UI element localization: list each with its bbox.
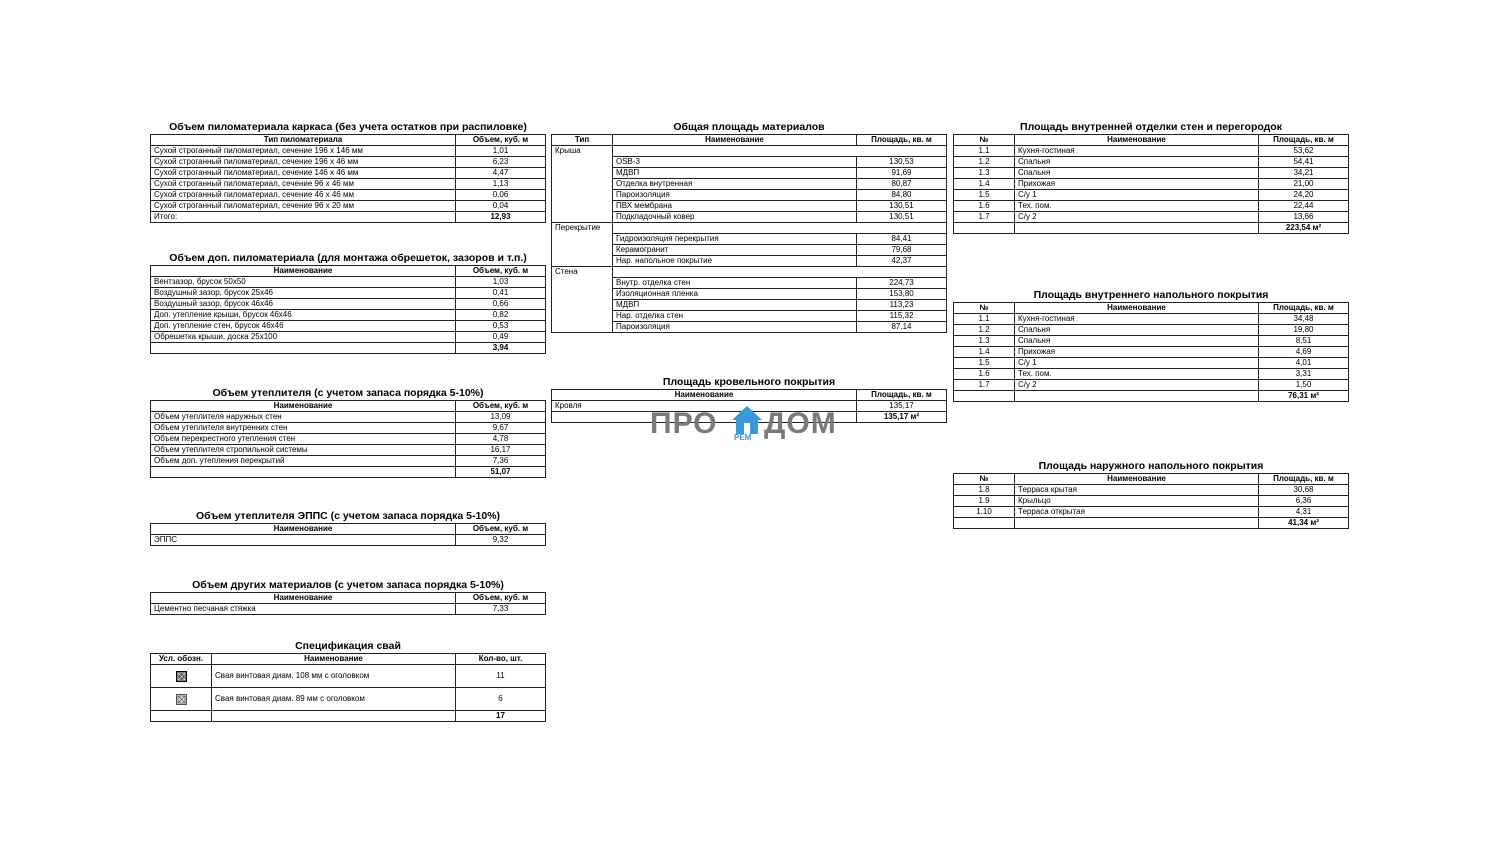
col-header: Объем, куб. м bbox=[456, 524, 546, 535]
empty-cell bbox=[552, 190, 613, 201]
room-number: 1.5 bbox=[954, 190, 1015, 201]
room-number: 1.8 bbox=[954, 485, 1015, 496]
pile-qty: 11 bbox=[456, 665, 546, 688]
table-row bbox=[151, 310, 546, 321]
frame-lumber-title: Объем пиломатериала каркаса (без учета остатков при распиловке) bbox=[169, 121, 527, 133]
item-value: 1,01 bbox=[456, 146, 546, 157]
item-value: 9,32 bbox=[456, 535, 546, 546]
empty-cell bbox=[1015, 391, 1259, 402]
table-row bbox=[954, 212, 1349, 223]
room-name: Тех. пом. bbox=[1015, 369, 1259, 380]
item-value: 0,82 bbox=[456, 310, 546, 321]
material-area: 80,87 bbox=[857, 179, 947, 190]
materials-table bbox=[551, 134, 947, 333]
room-area: 4,01 bbox=[1259, 358, 1349, 369]
room-name: Тех. пом. bbox=[1015, 201, 1259, 212]
col-header: Наименование bbox=[1015, 474, 1259, 485]
table-row bbox=[552, 256, 947, 267]
table-row bbox=[151, 190, 546, 201]
table-row bbox=[151, 423, 546, 434]
table-row bbox=[151, 665, 546, 688]
room-name: С/у 2 bbox=[1015, 380, 1259, 391]
table-row bbox=[954, 179, 1349, 190]
room-number: 1.1 bbox=[954, 314, 1015, 325]
table-row bbox=[954, 336, 1349, 347]
empty-cell bbox=[552, 322, 613, 333]
room-name: Спальня bbox=[1015, 336, 1259, 347]
item-value: 0,06 bbox=[456, 190, 546, 201]
empty-cell bbox=[151, 343, 456, 354]
item-value: 9,67 bbox=[456, 423, 546, 434]
item-name: Объем утеплителя внутренних стен bbox=[151, 423, 456, 434]
total-label: Итого: bbox=[151, 212, 456, 223]
room-number: 1.2 bbox=[954, 157, 1015, 168]
empty-cell bbox=[552, 212, 613, 223]
room-number: 1.4 bbox=[954, 347, 1015, 358]
item-name: ЭППС bbox=[151, 535, 456, 546]
total-value: 51,07 bbox=[456, 467, 546, 478]
item-value: 7,36 bbox=[456, 456, 546, 467]
material-name: Изоляционная пленка bbox=[613, 289, 857, 300]
material-area: 130,51 bbox=[857, 212, 947, 223]
col-header: Кол-во, шт. bbox=[456, 654, 546, 665]
col-header: Наименование bbox=[151, 266, 456, 277]
material-name: Гидроизоляция перекрытия bbox=[613, 234, 857, 245]
room-name: Кухня-гостиная bbox=[1015, 146, 1259, 157]
table-row bbox=[954, 314, 1349, 325]
material-name: Подкладочный ковер bbox=[613, 212, 857, 223]
other-materials-section bbox=[150, 579, 546, 615]
piles-section bbox=[150, 640, 546, 722]
piles-table bbox=[150, 653, 546, 722]
col-header: Наименование bbox=[212, 654, 456, 665]
material-name: Нар. отделка стен bbox=[613, 311, 857, 322]
table-row bbox=[151, 332, 546, 343]
item-name: Доп. утепление крыши, брусок 46х46 bbox=[151, 310, 456, 321]
col-header: Площадь, кв. м bbox=[1259, 303, 1349, 314]
room-area: 19,80 bbox=[1259, 325, 1349, 336]
table-row bbox=[151, 321, 546, 332]
logo-word-dom: ДОМ bbox=[764, 407, 837, 440]
room-area: 34,48 bbox=[1259, 314, 1349, 325]
material-area: 42,37 bbox=[857, 256, 947, 267]
item-name: Сухой строганный пиломатериал, сечение 196 х 46 мм bbox=[151, 157, 456, 168]
table-row bbox=[954, 380, 1349, 391]
room-area: 30,68 bbox=[1259, 485, 1349, 496]
floor-inner-section bbox=[953, 289, 1349, 402]
table-row bbox=[954, 201, 1349, 212]
material-area: 224,73 bbox=[857, 278, 947, 289]
room-name: Прихожая bbox=[1015, 347, 1259, 358]
table-row bbox=[954, 485, 1349, 496]
item-value: 1,03 bbox=[456, 277, 546, 288]
col-header: Объем, куб. м bbox=[456, 266, 546, 277]
col-header: Усл. обозн. bbox=[151, 654, 212, 665]
wall-finish-table bbox=[953, 134, 1349, 234]
room-number: 1.6 bbox=[954, 201, 1015, 212]
total-value: 12,93 bbox=[456, 212, 546, 223]
col-header: Наименование bbox=[151, 524, 456, 535]
room-name: Прихожая bbox=[1015, 179, 1259, 190]
epps-title: Объем утеплителя ЭППС (с учетом запаса порядка 5-10%) bbox=[195, 510, 501, 522]
other-materials-table bbox=[150, 592, 546, 615]
col-header: Объем, куб. м bbox=[456, 135, 546, 146]
table-row bbox=[151, 146, 546, 157]
room-name: С/у 2 bbox=[1015, 212, 1259, 223]
room-number: 1.4 bbox=[954, 179, 1015, 190]
empty-cell bbox=[552, 201, 613, 212]
empty-cell bbox=[212, 711, 456, 722]
floor-outer-section bbox=[953, 460, 1349, 529]
pile-name: Свая винтовая диам. 89 мм с оголовком bbox=[212, 688, 456, 711]
floor-outer-table bbox=[953, 473, 1349, 529]
room-area: 8,51 bbox=[1259, 336, 1349, 347]
table-row bbox=[552, 179, 947, 190]
total-value: 223,54 м² bbox=[1259, 223, 1349, 234]
material-name: Пароизоляция bbox=[613, 190, 857, 201]
empty-cell bbox=[857, 223, 947, 234]
item-name: Сухой строганный пиломатериал, сечение 146 х 46 мм bbox=[151, 168, 456, 179]
table-row bbox=[954, 358, 1349, 369]
pile-108-icon bbox=[176, 671, 187, 682]
table-row bbox=[954, 347, 1349, 358]
table-row bbox=[954, 496, 1349, 507]
col-header: Наименование bbox=[1015, 303, 1259, 314]
table-row bbox=[954, 146, 1349, 157]
empty-cell bbox=[552, 311, 613, 322]
room-number: 1.7 bbox=[954, 212, 1015, 223]
material-area: 153,80 bbox=[857, 289, 947, 300]
room-name: Крыльцо bbox=[1015, 496, 1259, 507]
material-area: 84,41 bbox=[857, 234, 947, 245]
material-name: OSB-3 bbox=[613, 157, 857, 168]
item-name: Вентзазор, брусок 50х50 bbox=[151, 277, 456, 288]
col-header: Наименование bbox=[552, 390, 857, 401]
epps-table bbox=[150, 523, 546, 546]
empty-cell bbox=[552, 157, 613, 168]
room-area: 24,20 bbox=[1259, 190, 1349, 201]
room-area: 4,69 bbox=[1259, 347, 1349, 358]
floor-inner-table bbox=[953, 302, 1349, 402]
item-name: Кровля bbox=[552, 401, 857, 412]
item-value: 135,17 bbox=[857, 401, 947, 412]
room-number: 1.3 bbox=[954, 336, 1015, 347]
empty-cell bbox=[954, 391, 1015, 402]
empty-cell bbox=[1015, 518, 1259, 529]
table-row bbox=[151, 201, 546, 212]
empty-cell bbox=[954, 223, 1015, 234]
item-name: Объем утеплителя наружных стен bbox=[151, 412, 456, 423]
material-area: 130,53 bbox=[857, 157, 947, 168]
empty-cell bbox=[151, 711, 212, 722]
pile-89-icon bbox=[176, 694, 187, 705]
col-header: Площадь, кв. м bbox=[1259, 474, 1349, 485]
room-area: 34,21 bbox=[1259, 168, 1349, 179]
table-row bbox=[552, 311, 947, 322]
empty-cell bbox=[1015, 223, 1259, 234]
room-name: Терраса открытая bbox=[1015, 507, 1259, 518]
col-header: Тип bbox=[552, 135, 613, 146]
empty-cell bbox=[613, 223, 857, 234]
col-header: Тип пиломатериала bbox=[151, 135, 456, 146]
item-value: 0,66 bbox=[456, 299, 546, 310]
room-area: 1,50 bbox=[1259, 380, 1349, 391]
room-name: Спальня bbox=[1015, 168, 1259, 179]
empty-cell bbox=[552, 179, 613, 190]
materials-section bbox=[551, 121, 947, 333]
table-row bbox=[151, 412, 546, 423]
total-row bbox=[151, 711, 546, 722]
empty-cell bbox=[552, 245, 613, 256]
empty-cell bbox=[151, 467, 456, 478]
insulation-table bbox=[150, 400, 546, 478]
table-row bbox=[151, 288, 546, 299]
col-header: Наименование bbox=[151, 401, 456, 412]
item-name: Объем перекрестного утепления стен bbox=[151, 434, 456, 445]
wall-finish-title: Площадь внутренней отделки стен и перегородок bbox=[1020, 121, 1282, 133]
material-name: Нар. напольное покрытие bbox=[613, 256, 857, 267]
col-header: Наименование bbox=[151, 593, 456, 604]
empty-cell bbox=[857, 267, 947, 278]
item-value: 4,78 bbox=[456, 434, 546, 445]
table-row bbox=[552, 201, 947, 212]
pile-name: Свая винтовая диам. 108 мм с оголовком bbox=[212, 665, 456, 688]
total-row bbox=[151, 343, 546, 354]
floor-outer-title: Площадь наружного напольного покрытия bbox=[1038, 460, 1264, 472]
floor-inner-title: Площадь внутреннего напольного покрытия bbox=[1033, 289, 1269, 301]
item-value: 0,04 bbox=[456, 201, 546, 212]
room-area: 53,62 bbox=[1259, 146, 1349, 157]
extra-lumber-table bbox=[150, 265, 546, 354]
room-number: 1.9 bbox=[954, 496, 1015, 507]
room-number: 1.3 bbox=[954, 168, 1015, 179]
material-name: Пароизоляция bbox=[613, 322, 857, 333]
table-row bbox=[151, 277, 546, 288]
empty-cell bbox=[552, 168, 613, 179]
table-row bbox=[151, 434, 546, 445]
table-row bbox=[552, 190, 947, 201]
table-row bbox=[954, 325, 1349, 336]
col-header: Площадь, кв. м bbox=[857, 135, 947, 146]
material-area: 79,68 bbox=[857, 245, 947, 256]
extra-lumber-title: Объем доп. пиломатериала (для монтажа обрешеток, зазоров и т.п.) bbox=[169, 252, 527, 264]
table-row bbox=[954, 190, 1349, 201]
other-materials-title: Объем других материалов (с учетом запаса порядка 5-10%) bbox=[192, 579, 504, 591]
piles-total: 17 bbox=[456, 711, 546, 722]
materials-title: Общая площадь материалов bbox=[673, 121, 825, 133]
total-row bbox=[151, 467, 546, 478]
material-name: Отделка внутренная bbox=[613, 179, 857, 190]
room-name: С/у 1 bbox=[1015, 358, 1259, 369]
item-value: 13,09 bbox=[456, 412, 546, 423]
material-area: 130,51 bbox=[857, 201, 947, 212]
total-row bbox=[954, 518, 1349, 529]
room-area: 54,41 bbox=[1259, 157, 1349, 168]
table-row bbox=[552, 289, 947, 300]
table-row bbox=[552, 245, 947, 256]
col-header: Площадь, кв. м bbox=[1259, 135, 1349, 146]
material-area: 113,23 bbox=[857, 300, 947, 311]
table-row bbox=[552, 212, 947, 223]
col-header: № bbox=[954, 303, 1015, 314]
table-row bbox=[151, 299, 546, 310]
frame-lumber-table bbox=[150, 134, 546, 223]
item-value: 4,47 bbox=[456, 168, 546, 179]
table-row bbox=[954, 168, 1349, 179]
item-name: Сухой строганный пиломатериал, сечение 96 х 46 мм bbox=[151, 179, 456, 190]
item-value: 0,53 bbox=[456, 321, 546, 332]
col-header: Объем, куб. м bbox=[456, 593, 546, 604]
roofing-title: Площадь кровельного покрытия bbox=[662, 376, 836, 388]
room-number: 1.10 bbox=[954, 507, 1015, 518]
table-row bbox=[151, 157, 546, 168]
pile-symbol-cell bbox=[151, 688, 212, 711]
col-header: Объем, куб. м bbox=[456, 401, 546, 412]
empty-cell bbox=[552, 234, 613, 245]
material-area: 87,14 bbox=[857, 322, 947, 333]
item-value: 0,41 bbox=[456, 288, 546, 299]
room-area: 22,44 bbox=[1259, 201, 1349, 212]
group-row bbox=[552, 223, 947, 234]
material-area: 91,69 bbox=[857, 168, 947, 179]
item-name: Цементно песчаная стяжка bbox=[151, 604, 456, 615]
col-header: № bbox=[954, 135, 1015, 146]
item-name: Объем утеплителя стропильной системы bbox=[151, 445, 456, 456]
table-row bbox=[151, 456, 546, 467]
room-number: 1.6 bbox=[954, 369, 1015, 380]
col-header: Площадь, кв. м bbox=[857, 390, 947, 401]
room-area: 13,66 bbox=[1259, 212, 1349, 223]
room-area: 4,31 bbox=[1259, 507, 1349, 518]
item-value: 1,13 bbox=[456, 179, 546, 190]
total-row bbox=[954, 223, 1349, 234]
item-value: 7,33 bbox=[456, 604, 546, 615]
empty-cell bbox=[552, 278, 613, 289]
room-number: 1.1 bbox=[954, 146, 1015, 157]
table-row bbox=[151, 445, 546, 456]
empty-cell bbox=[954, 518, 1015, 529]
table-row bbox=[151, 168, 546, 179]
item-value: 16,17 bbox=[456, 445, 546, 456]
item-name: Сухой строганный пиломатериал, сечение 46 х 46 мм bbox=[151, 190, 456, 201]
table-row bbox=[552, 300, 947, 311]
material-area: 115,32 bbox=[857, 311, 947, 322]
room-number: 1.7 bbox=[954, 380, 1015, 391]
item-name: Сухой строганный пиломатериал, сечение 96 х 20 мм bbox=[151, 201, 456, 212]
group-type: Перекрытие bbox=[552, 223, 613, 234]
table-row bbox=[151, 688, 546, 711]
table-row bbox=[552, 168, 947, 179]
material-name: Внутр. отделка стен bbox=[613, 278, 857, 289]
room-name: Терраса крытая bbox=[1015, 485, 1259, 496]
table-row bbox=[954, 507, 1349, 518]
total-row bbox=[151, 212, 546, 223]
item-name: Обрешетка крыши, доска 25х100 bbox=[151, 332, 456, 343]
col-header: № bbox=[954, 474, 1015, 485]
empty-cell bbox=[552, 256, 613, 267]
total-value: 3,94 bbox=[456, 343, 546, 354]
room-name: С/у 1 bbox=[1015, 190, 1259, 201]
material-name: Керамогранит bbox=[613, 245, 857, 256]
material-name: МДВП bbox=[613, 168, 857, 179]
room-area: 6,36 bbox=[1259, 496, 1349, 507]
room-number: 1.2 bbox=[954, 325, 1015, 336]
logo-sub: РЕМ bbox=[734, 433, 752, 442]
empty-cell bbox=[613, 267, 857, 278]
table-row bbox=[151, 179, 546, 190]
empty-cell bbox=[552, 300, 613, 311]
table-row bbox=[151, 604, 546, 615]
total-value: 135,17 м² bbox=[857, 412, 947, 423]
group-row bbox=[552, 146, 947, 157]
table-row bbox=[552, 322, 947, 333]
item-value: 0,49 bbox=[456, 332, 546, 343]
group-type: Стена bbox=[552, 267, 613, 278]
room-name: Спальня bbox=[1015, 325, 1259, 336]
table-row bbox=[552, 234, 947, 245]
item-name: Воздушный зазор, брусок 46х46 bbox=[151, 299, 456, 310]
item-value: 6,23 bbox=[456, 157, 546, 168]
room-area: 3,31 bbox=[1259, 369, 1349, 380]
total-value: 76,31 м² bbox=[1259, 391, 1349, 402]
extra-lumber-section bbox=[150, 252, 546, 354]
item-name: Доп. утепление стен, брусок 46х46 bbox=[151, 321, 456, 332]
room-name: Кухня-гостиная bbox=[1015, 314, 1259, 325]
material-name: ПВХ мембрана bbox=[613, 201, 857, 212]
item-name: Воздушный зазор, брусок 25х46 bbox=[151, 288, 456, 299]
item-name: Объем доп. утепления перекрытий bbox=[151, 456, 456, 467]
empty-cell bbox=[613, 146, 857, 157]
pile-qty: 6 bbox=[456, 688, 546, 711]
logo-word-pro: ПРО bbox=[650, 407, 718, 440]
prodom-logo bbox=[650, 405, 850, 445]
room-name: Спальня bbox=[1015, 157, 1259, 168]
frame-lumber-section bbox=[150, 121, 546, 223]
empty-cell bbox=[552, 289, 613, 300]
piles-title: Спецификация свай bbox=[295, 640, 401, 652]
table-row bbox=[954, 157, 1349, 168]
wall-finish-section bbox=[953, 121, 1349, 234]
table-row bbox=[151, 535, 546, 546]
pile-symbol-cell bbox=[151, 665, 212, 688]
insulation-title: Объем утеплителя (с учетом запаса порядка 5-10%) bbox=[212, 387, 484, 399]
total-value: 41,34 м² bbox=[1259, 518, 1349, 529]
empty-cell bbox=[857, 146, 947, 157]
table-row bbox=[954, 369, 1349, 380]
group-row bbox=[552, 267, 947, 278]
group-type: Крыша bbox=[552, 146, 613, 157]
total-row bbox=[954, 391, 1349, 402]
room-area: 21,00 bbox=[1259, 179, 1349, 190]
epps-section bbox=[150, 510, 546, 546]
col-header: Наименование bbox=[613, 135, 857, 146]
insulation-section bbox=[150, 387, 546, 478]
col-header: Наименование bbox=[1015, 135, 1259, 146]
material-name: МДВП bbox=[613, 300, 857, 311]
material-area: 84,80 bbox=[857, 190, 947, 201]
house-icon bbox=[730, 405, 764, 435]
room-number: 1.5 bbox=[954, 358, 1015, 369]
item-name: Сухой строганный пиломатериал, сечение 196 х 146 мм bbox=[151, 146, 456, 157]
table-row bbox=[552, 278, 947, 289]
table-row bbox=[552, 157, 947, 168]
